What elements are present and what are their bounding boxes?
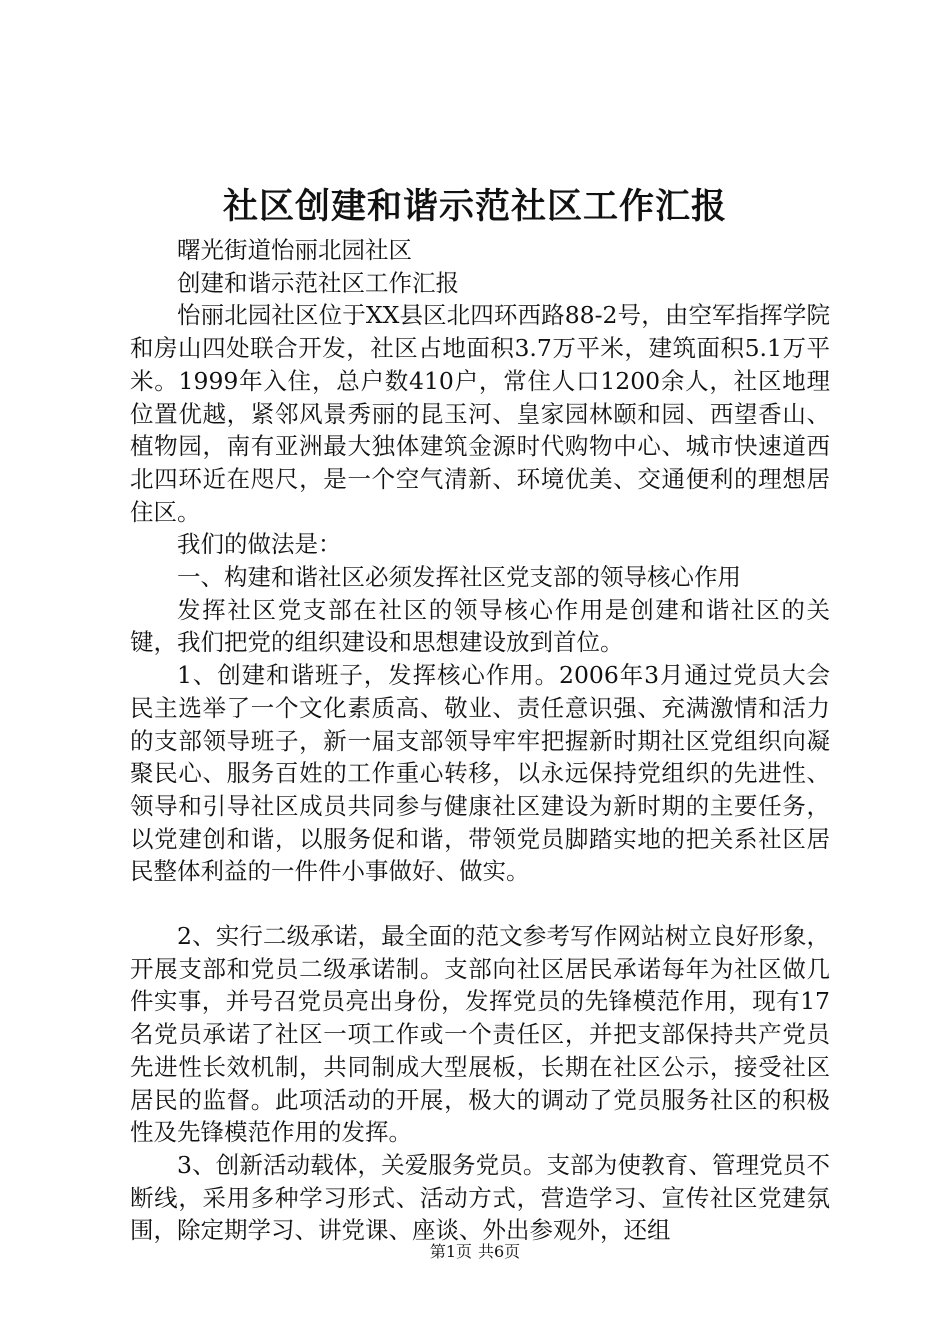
page-number: 第1页 [429, 1242, 472, 1261]
page-footer [0, 1240, 950, 1264]
paragraph-community-overview: 怡丽北园社区位于XX县区北四环西路88-2号，由空军指挥学院和房山四处联合开发，社区占地面积3.7万平米，建筑面积5.1万平米。1999年入住，总户数410户，常住人口1200余人，社区地理位置优越，紧邻风景秀丽的昆玉河、皇家园林颐和园、西望香山、植物园，南有亚洲最大独体建筑金源时代购物中心、城市快速道西北四环近在咫尺，是一个空气清新、环境优美、交通便利的理想居住区。 [130, 301, 830, 526]
paragraph-item-two: 2、实行二级承诺，最全面的范文参考写作网站树立良好形象，开展支部和党员二级承诺制。支部向社区居民承诺每年为社区做几件实事，并号召党员亮出身份，发挥党员的先锋模范作用，现有17名党员承诺了社区一项工作或一个责任区，并把支部保持共产党员先进性长效机制，共同制成大型展板，长期在社区公示，接受社区居民的监督。此项活动的开展，极大的调动了党员服务社区的积极性及先锋模范作用的发挥。 [130, 922, 830, 1147]
paragraph-street-community: 曙光街道怡丽北园社区 [177, 236, 412, 264]
paragraph-item-three: 3、创新活动载体，关爱服务党员。支部为使教育、管理党员不断线，采用多种学习形式、活动方式，营造学习、宣传社区党建氛围，除定期学习、讲党课、座谈、外出参观外，还组 [130, 1150, 830, 1245]
document-body [130, 234, 830, 1247]
paragraph-our-approach: 我们的做法是： [177, 530, 342, 559]
paragraph-report-subtitle: 创建和谐示范社区工作汇报 [177, 268, 459, 297]
paragraph-party-branch-role: 发挥社区党支部在社区的领导核心作用是创建和谐社区的关键，我们把党的组织建设和思想建设放到首位。 [130, 595, 830, 657]
paragraph-item-one: 1、创建和谐班子，发挥核心作用。2006年3月通过党员大会民主选举了一个文化素质高、敬业、责任意识强、充满激情和活力的支部领导班子，新一届支部领导牢牢把握新时期社区党组织向凝聚民心、服务百姓的工作重心转移，以永远保持党组织的先进性、领导和引导社区成员共同参与健康社区建设为新时期的主要任务，以党建创和谐，以服务促和谐，带领党员脚踏实地的把关系社区居民整体利益的一件件小事做好、做实。 [130, 661, 830, 886]
paragraph-section-one-heading: 一、构建和谐社区必须发挥社区党支部的领导核心作用 [177, 563, 741, 592]
page-total: 共6页 [478, 1242, 521, 1261]
document-title: 社区创建和谐示范社区工作汇报 [222, 186, 727, 227]
